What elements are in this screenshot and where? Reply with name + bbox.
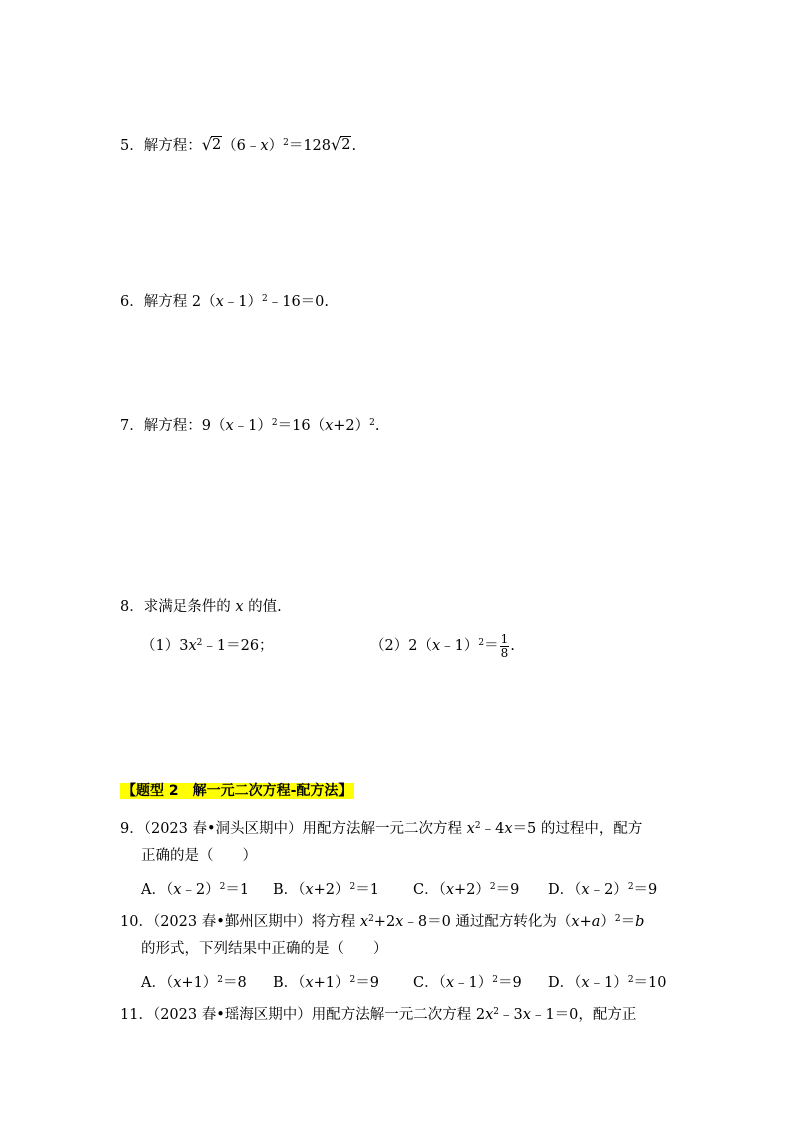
question-6: 6．解方程 2（x﹣1）$^2$﹣16＝0. [120,294,330,310]
sqrt-symbol: √ 2 [331,135,351,154]
sqrt-symbol: √ 2 [201,135,222,154]
q9-option-b[interactable]: B．$(x+2)^2=1$ [273,882,379,898]
q9-option-c[interactable]: C．$(x+2)^2=9$ [413,882,520,898]
q9-option-a[interactable]: A．（x﹣2）$^2$＝1 [141,882,250,898]
question-9: 9．（2023 春•洞头区期中）用配方法解一元二次方程 $x^2﹣4x=5$ 的过程中，配方 [120,821,643,837]
question-number: 11． [120,1007,153,1023]
question-10-line-2: 的形式，下列结果中正确的是（ ） [141,941,388,957]
question-11: 11．（2023 春•瑶海区期中）用配方法解一元二次方程 $2x^2﹣3x﹣1=0$，配方正 [120,1007,637,1023]
q10-option-d[interactable]: D．（x﹣1）$^2$＝10 [548,975,667,991]
question-number: 10． [120,914,153,930]
fraction: $\frac{1}{8}$ [500,631,509,660]
question-label: 解方程： [143,138,202,154]
question-number: 9． [120,821,144,837]
q10-option-b[interactable]: B．$(x+1)^2=9$ [273,975,379,991]
question-number: 5． [120,138,144,154]
section-title [120,780,354,802]
question-9-line-2: 正确的是（ ） [141,848,257,864]
question-number: 8． [120,599,144,615]
question-number: 6． [120,294,144,310]
question-8-part-1: $(1)3x^2﹣1=26$； [141,638,274,654]
section-title-highlight: 【题型 2 解一元二次方程-配方法】 [122,783,353,799]
q10-option-c[interactable]: C．（x﹣1）$^2$＝9 [413,975,522,991]
question-10: 10．（2023 春•鄞州区期中）将方程 $x^2+2x﹣8=0$ 通过配方转化为$(x+a)^2=b$ [120,914,645,930]
question-8-part-2: （2）2（x﹣1）$^2$＝ $\frac{1}{8}$ . [370,631,515,660]
question-8: 8．求满足条件的 x 的值. [120,599,282,615]
question-7: 7．解方程：$9(x﹣1)^2=16(x+2)^2$. [120,418,380,434]
question-number: 7． [120,418,144,434]
q10-option-a[interactable]: A．$(x+1)^2=8$ [141,975,247,991]
q9-option-d[interactable]: D．（x﹣2）$^2$＝9 [548,882,658,898]
question-5: 5．解方程： √ 2 （6﹣x）$^2$＝128 √ 2 . [120,135,357,154]
